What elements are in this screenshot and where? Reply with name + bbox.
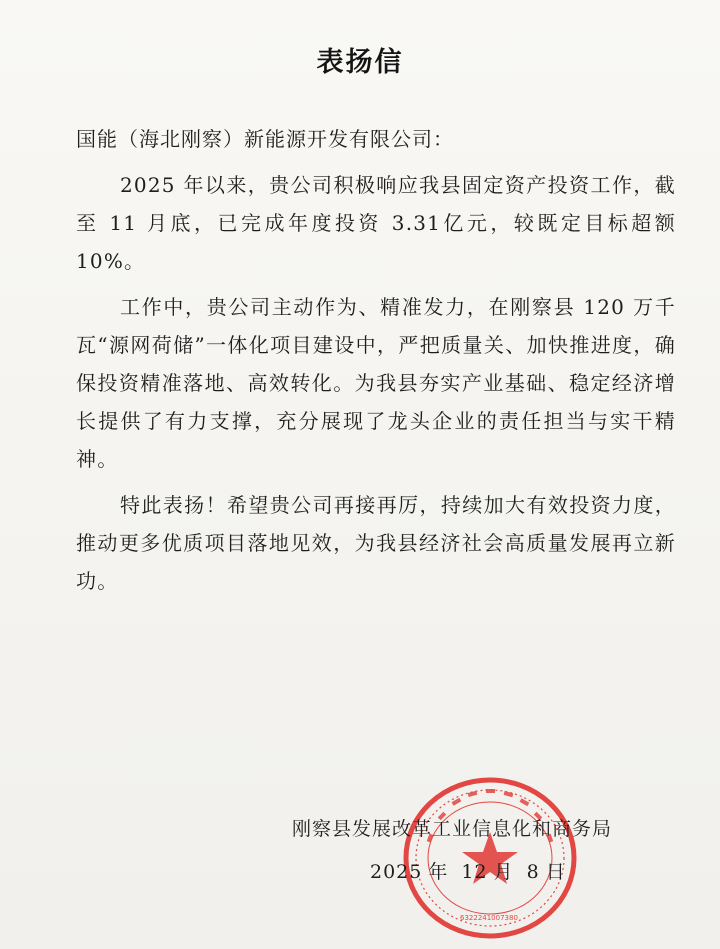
stamp-serial: 6322241007380 [460,914,518,922]
date-year: 2025 [370,861,423,883]
date-day: 8 [526,861,540,883]
document-title: 表扬信 [316,47,404,78]
letter-body [76,166,676,608]
date-day-unit: 日 [545,861,566,883]
paragraph-commendation: 特此表扬！希望贵公司再接再厉，持续加大有效投资力度，推动更多优质项目落地见效，为我县经济社会高质量发展再立新功。 [76,493,676,593]
issuer-signature: 刚察县发展改革工业信息化和商务局 [292,818,613,840]
date-month: 12 [461,861,488,883]
date-year-unit: 年 [428,861,449,883]
issue-date [370,857,572,884]
date-month-unit: 月 [493,861,514,883]
salutation: 国能（海北刚察）新能源开发有限公司： [76,127,454,151]
paragraph-work: 工作中，贵公司主动作为、精准发力，在刚察县 120 万千瓦“源网荷储”一体化项目建设中，严把质量关、加快推进度，确保投资精准落地、高效转化。为我县夯实产业基础、稳定经济增长提供了有力支撑，充分展现了龙头企业的责任担当与实干精神。 [76,295,676,471]
paragraph-investment: 2025 年以来，贵公司积极响应我县固定资产投资工作，截至 11 月底，已完成年度投资 3.31亿元，较既定目标超额10%。 [76,173,676,273]
